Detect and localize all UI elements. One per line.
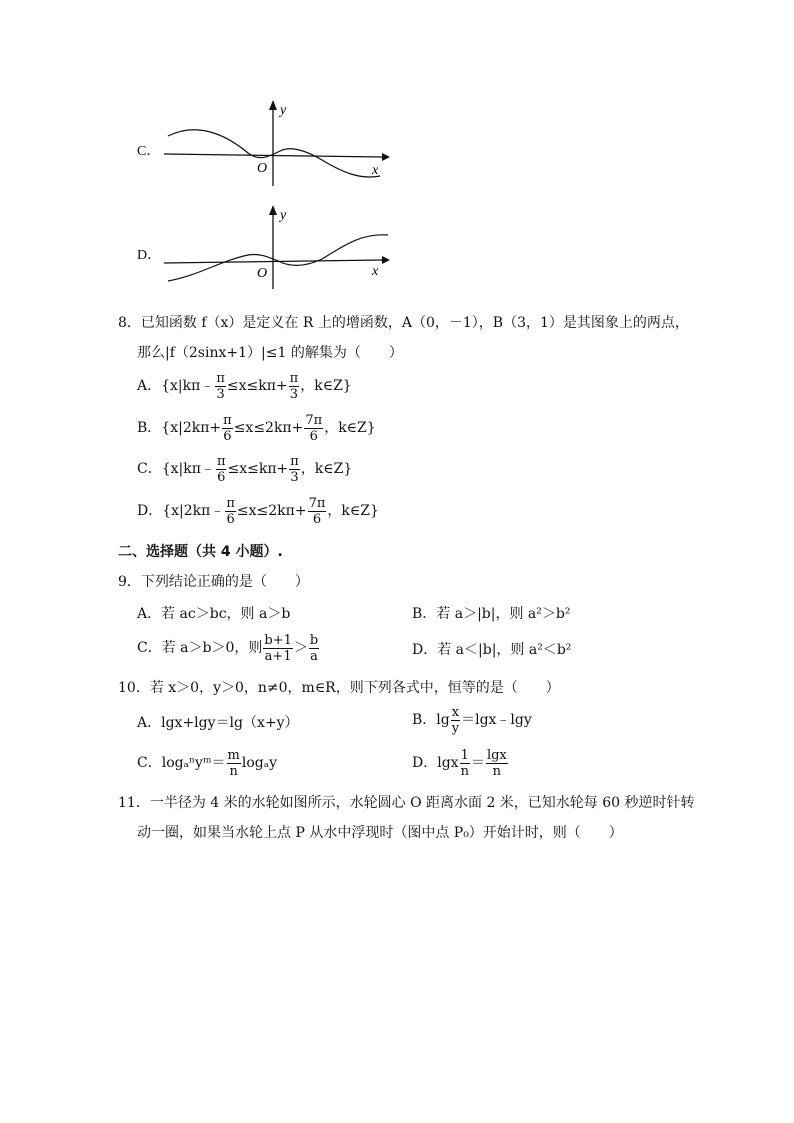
q8-option-a-pre: {x|kπ﹣ xyxy=(161,378,215,394)
graph-d-origin-label: O xyxy=(257,266,268,281)
q8-option-c-frac2: $\frac{\pi}{3}$ xyxy=(290,453,299,485)
q8-option-a-mid: ≤x≤kπ+ xyxy=(226,378,288,394)
q8-option-b-mid: ≤x≤2kπ+ xyxy=(233,420,304,436)
q8-option-b-post: ，k∈Z} xyxy=(324,420,376,436)
q10-stem: 10．若 x＞0，y＞0，n≠0，m∈R，则下列各式中，恒等的是（ ） xyxy=(118,680,560,696)
q10-option-d-eq: ＝ xyxy=(470,755,485,771)
q8-option-c-post: ，k∈Z} xyxy=(300,461,353,477)
q10-option-b-post: ＝lgx﹣lgy xyxy=(461,712,532,728)
q9-option-a[interactable]: A．若 ac＞bc，则 a＞b xyxy=(137,606,291,622)
q9-option-c-pre: C．若 a＞b＞0，则 xyxy=(137,640,263,656)
q8-option-a-frac1: $\frac{\pi}{3}$ xyxy=(216,370,225,402)
graph-c-origin-label: O xyxy=(257,161,268,176)
q10-option-b-pre: B．lg xyxy=(412,712,450,728)
q9-stem: 9．下列结论正确的是（ ） xyxy=(118,574,309,590)
q9-option-d[interactable]: D．若 a＜|b|，则 a²＜b² xyxy=(412,642,572,658)
q8-option-b-frac2: $\frac{7\pi}{6}$ xyxy=(305,412,323,444)
q10-option-c-frac: $\frac{m}{n}$ xyxy=(227,747,240,779)
q8-option-d-post: ，k∈Z} xyxy=(327,503,379,519)
q10-option-c-post: logₐy xyxy=(241,755,278,771)
q10-option-a[interactable]: A．lgx+lgy＝lg（x+y） xyxy=(137,715,299,731)
q8-stem-line2: 那么|f（2sinx+1）|≤1 的解集为（ ） xyxy=(137,345,403,361)
graph-d xyxy=(160,203,390,291)
q8-option-c-pre: {x|kπ﹣ xyxy=(161,461,215,477)
q8-option-d-mid: ≤x≤2kπ+ xyxy=(236,503,307,519)
q10-option-d[interactable] xyxy=(412,745,509,781)
q8-option-a-frac2: $\frac{\pi}{3}$ xyxy=(289,370,299,402)
q8-option-b-label: B． xyxy=(137,420,162,436)
q10-option-b[interactable] xyxy=(412,702,532,738)
q9-option-c-frac1: $\frac{b+1}{a+1}$ xyxy=(264,632,292,664)
graph-c-y-label: y xyxy=(280,103,287,118)
q8-option-a[interactable] xyxy=(137,368,352,404)
q10-option-b-frac: $\frac{x}{y}$ xyxy=(451,704,460,736)
graph-c-label: C． xyxy=(137,144,161,159)
q11-stem-line2: 动一圈，如果当水轮上点 P 从水中浮现时（图中点 P₀）开始计时，则（ ） xyxy=(137,825,623,841)
q8-option-d-frac1: $\frac{\pi}{6}$ xyxy=(226,495,235,527)
q9-option-b[interactable]: B．若 a＞|b|，则 a²＞b² xyxy=(412,606,571,622)
q11-stem-line1: 11．一半径为 4 米的水轮如图所示，水轮圆心 O 距离水面 2 米，已知水轮每 60 秒逆时针转 xyxy=(118,795,695,811)
q10-option-d-pre: D．lgx xyxy=(412,755,459,771)
q8-option-d-frac2: $\frac{7\pi}{6}$ xyxy=(308,495,326,527)
q10-option-d-frac2: $\frac{\lg x}{n}$ xyxy=(486,747,507,779)
section-2-title: 二、选择题（共 4 小题）. xyxy=(118,544,283,560)
q8-stem-line1: 8．已知函数 f（x）是定义在 R 上的增函数，A（0，－1），B（3，1）是其图象上的两点， xyxy=(118,315,689,331)
q10-option-c-pre: C．logₐⁿyᵐ＝ xyxy=(137,755,226,771)
q8-option-b-frac1: $\frac{\pi}{6}$ xyxy=(223,412,232,444)
graph-d-y-label: y xyxy=(280,208,287,223)
q8-option-a-post: ，k∈Z} xyxy=(300,378,352,394)
graph-d-label: D． xyxy=(137,248,162,263)
q8-option-c-mid: ≤x≤kπ+ xyxy=(227,461,289,477)
q8-option-b-pre: {x|2kπ+ xyxy=(161,420,222,436)
q8-option-d-label: D． xyxy=(137,503,163,519)
q8-option-b[interactable] xyxy=(137,410,376,446)
q9-option-c[interactable] xyxy=(137,630,320,666)
q9-option-c-frac2: $\frac{b}{a}$ xyxy=(309,632,319,664)
q10-option-d-frac1: $\frac{1}{n}$ xyxy=(460,747,469,779)
graph-c-x-label: x xyxy=(372,163,379,178)
q8-option-c-label: C． xyxy=(137,461,162,477)
q8-option-d[interactable] xyxy=(137,493,379,529)
q8-option-d-pre: {x|2kπ﹣ xyxy=(162,503,225,519)
graph-d-x-label: x xyxy=(372,264,379,279)
q8-option-c-frac1: $\frac{\pi}{6}$ xyxy=(216,453,226,485)
q10-option-c[interactable] xyxy=(137,745,277,781)
q8-option-c[interactable] xyxy=(137,451,352,487)
graph-c xyxy=(160,98,390,188)
q8-option-a-label: A． xyxy=(137,378,162,394)
q9-option-c-rel: ＞ xyxy=(293,640,308,656)
